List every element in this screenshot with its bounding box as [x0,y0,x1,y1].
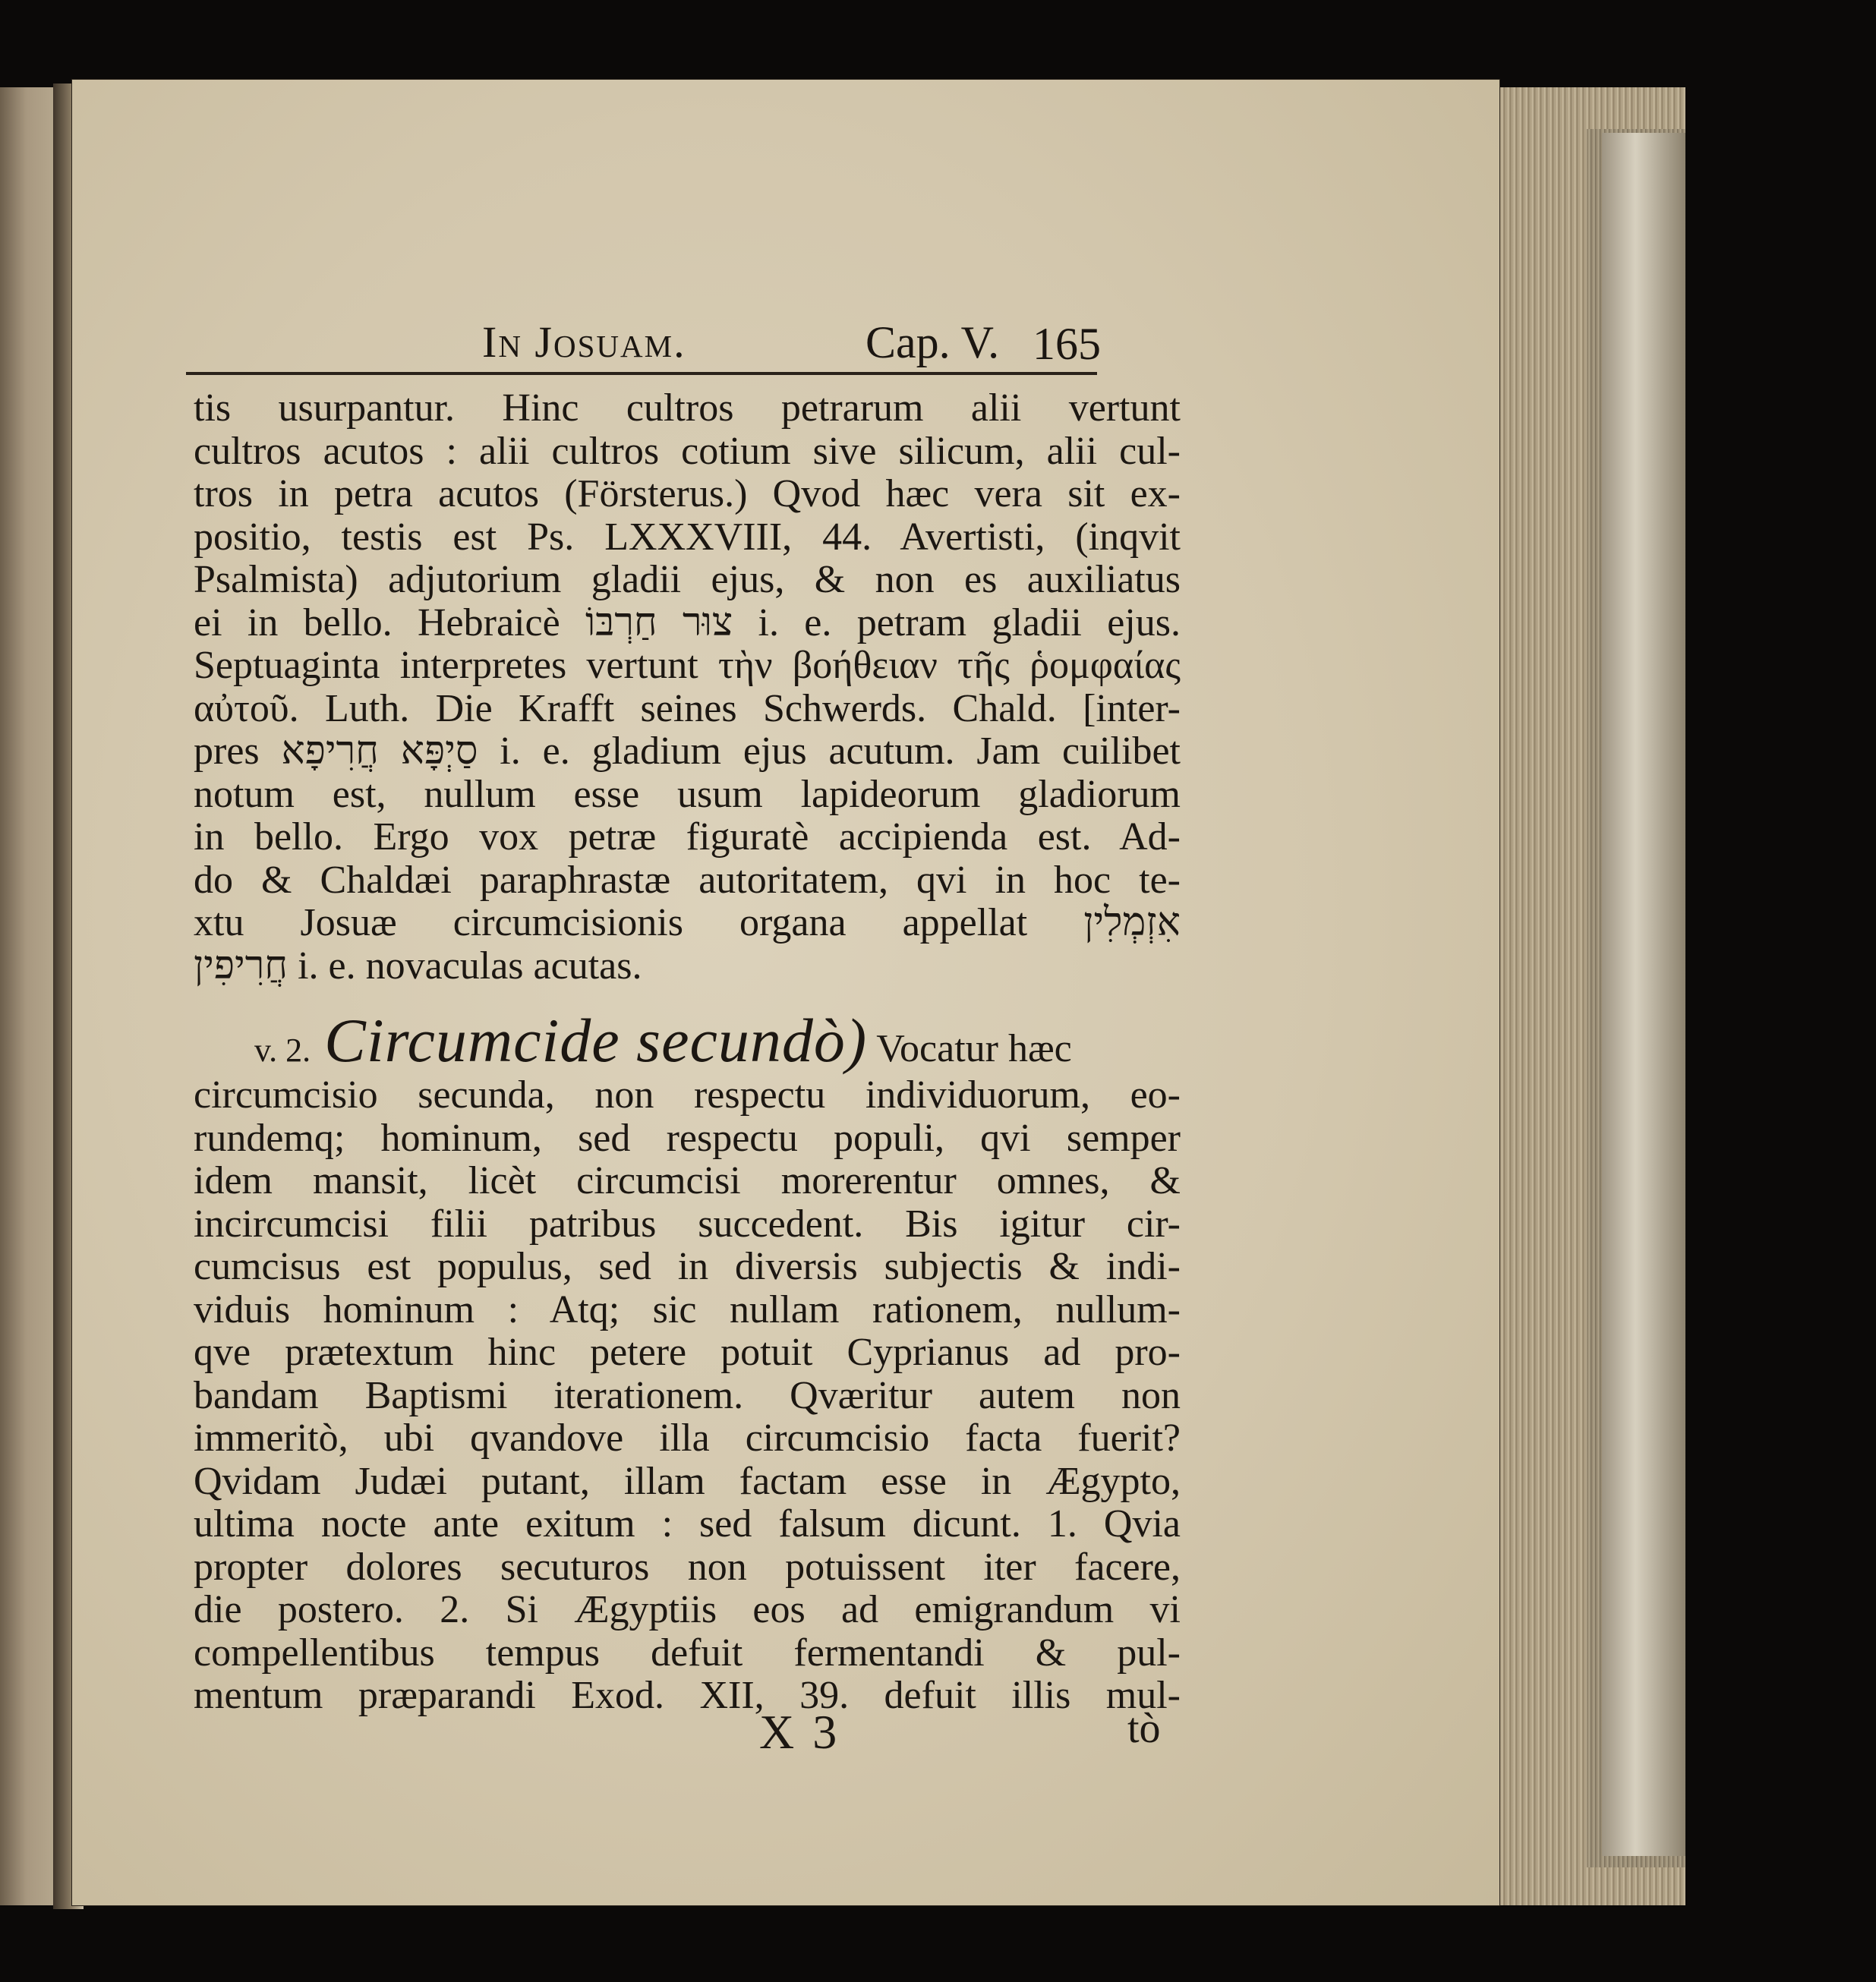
text-line: qve prætextum hinc petere potuit Cyprianus ad pro- [194,1331,1181,1374]
text-line: propter dolores secuturos non potuissent iter facere, [194,1545,1181,1589]
text-line: die postero. 2. Si Ægyptiis eos ad emigrandum vi [194,1588,1181,1631]
text-line: חֲרִיפִין i. e. novaculas acutas. [194,944,642,988]
page-number: 165 [1033,319,1101,369]
text-line: Psalmista) adjutorium gladii ejus, & non es auxiliatus [194,558,1181,601]
text-line: cultros acutos : alii cultros cotium sive silicum, alii cul- [194,429,1181,473]
text-line: circumcisio secunda, non respectu individuorum, eo- [194,1073,1181,1117]
section-heading-line [194,1007,1181,1074]
text-line: tros in petra acutos (Försterus.) Qvod hæc vera sit ex- [194,472,1181,515]
section-heading: Circumcide secundò) [324,1006,868,1075]
text-line: incircumcisi filii patribus succedent. Bis igitur cir- [194,1202,1181,1246]
header-rule [186,372,1097,375]
text-line: immeritò, ubi qvandove illa circumcisio facta fuerit? [194,1416,1181,1460]
text-line: mentum præparandi Exod. XII, 39. defuit illis mul- [194,1674,1181,1717]
text-line: do & Chaldæi paraphrastæ autoritatem, qvi in hoc te- [194,858,1181,902]
text-line: positio, testis est Ps. LXXXVIII, 44. Avertisti, (inqvit [194,515,1181,559]
text-line: ei in bello. Hebraicè צוּר חַרְבּוֹ i. e. petram gladii ejus. [194,600,1181,644]
text-line: xtu Josuæ circumcisionis organa appellat אִזְמְלִין [194,901,1181,944]
text-line: ultima nocte ante exitum : sed falsum dicunt. 1. Qvia [194,1502,1181,1546]
text-line: compellentibus tempus defuit fermentandi & pul- [194,1631,1181,1675]
verse-number: v. 2. [254,1032,311,1069]
text-line: idem mansit, licèt circumcisi morerentur omnes, & [194,1159,1181,1202]
text-line: viduis hominum : Atq; sic nullam rationem, nullum- [194,1287,1181,1331]
body-text [194,387,1181,1718]
running-title: In Josuam. [482,317,686,367]
section-heading-continuation: Vocatur hæc [876,1027,1072,1070]
signature-mark: X 3 [759,1705,840,1759]
text-line: bandam Baptismi iterationem. Qværitur autem non [194,1373,1181,1417]
text-line: notum est, nullum esse usum lapideorum gladiorum [194,772,1181,816]
facing-page-edge [0,87,59,1905]
text-line: Qvidam Judæi putant, illam factam esse in Ægypto, [194,1459,1181,1503]
text-line: pres סַיְפָּא חֲרִיפָא i. e. gladium ejus acutum. Jam cuilibet [194,729,1181,773]
chapter-label: Cap. V. [865,317,1000,367]
text-line: cumcisus est populus, sed in diversis subjectis & indi- [194,1245,1181,1288]
text-line: αὐτοῦ. Luth. Die Krafft seines Schwerds. Chald. [inter- [194,686,1181,730]
text-line: Septuaginta interpretes vertunt τὴν βοήθειαν τῆς ῥομφαίας [194,644,1181,687]
catchword: tò [1127,1705,1161,1752]
text-line: tis usurpantur. Hinc cultros petrarum alii vertunt [194,386,1181,430]
book-cover-edge [1602,133,1685,1856]
book-page [72,80,1499,1905]
text-line: rundemq; hominum, sed respectu populi, qvi semper [194,1116,1181,1160]
running-header [72,307,1499,376]
text-line: in bello. Ergo vox petræ figuratè accipienda est. Ad- [194,815,1181,859]
